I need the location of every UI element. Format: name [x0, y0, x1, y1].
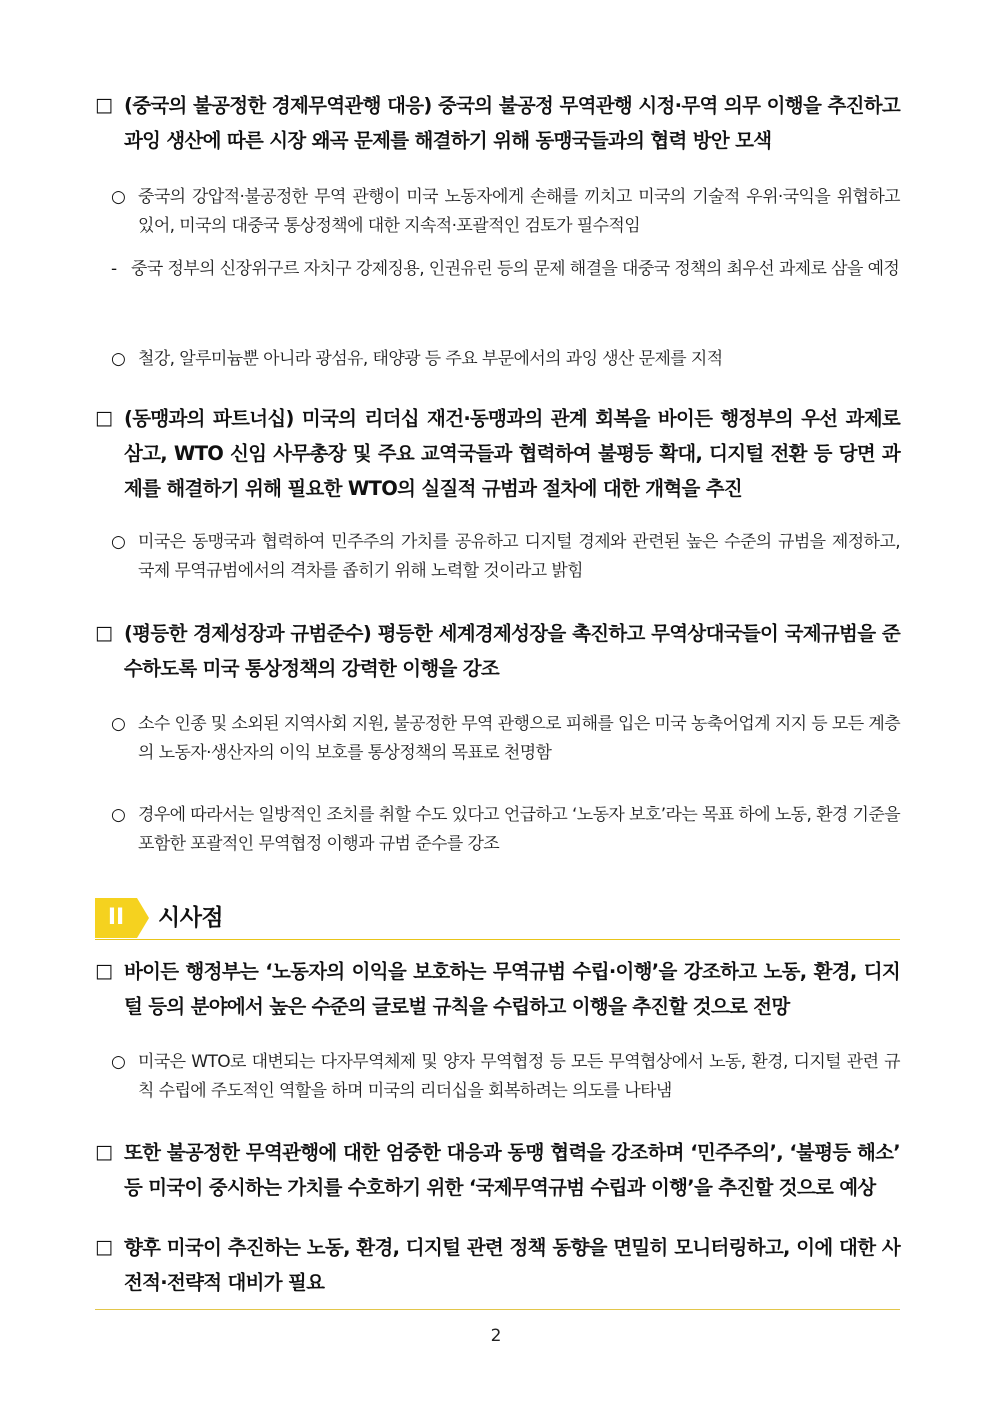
paragraph-text: (평등한 경제성장과 규범준수) 평등한 세계경제성장을 촉진하고 무역상대국들이 국제규범을 준수하도록 미국 통상정책의 강력한 이행을 강조 [124, 622, 900, 680]
paragraph-china-unfair-trade [95, 88, 900, 158]
paragraph-text: (중국의 불공정한 경제무역관행 대응) 중국의 불공정 무역관행 시정·무역 의무 이행을 추진하고 과잉 생산에 따른 시장 왜곡 문제를 해결하기 위해 동맹국들과의 협력 방안 모색 [124, 94, 900, 152]
paragraph-implication-labor [95, 954, 900, 1024]
section-header [95, 896, 900, 940]
badge-arrow [137, 898, 149, 938]
circle-bullet: ○ [111, 349, 126, 369]
dash-bullet: - [111, 259, 118, 279]
paragraph-text: 또한 불공정한 무역관행에 대한 엄중한 대응과 동맹 협력을 강조하며 ‘민주주의’, ‘불평등 해소’ 등 미국이 중시하는 가치를 수호하기 위한 ‘국제무역규범 수립과 이행’을 추진할 것으로 예상 [124, 1141, 900, 1199]
paragraph-implication-monitoring [95, 1230, 900, 1300]
sub-point [111, 710, 900, 768]
circle-bullet: ○ [111, 714, 126, 734]
paragraph-implication-values [95, 1135, 900, 1205]
section-title: 시사점 [158, 905, 224, 931]
square-bullet: □ [95, 1141, 113, 1163]
paragraph-equal-growth [95, 616, 900, 686]
square-bullet: □ [95, 960, 113, 982]
sub-point-text: 경우에 따라서는 일방적인 조치를 취할 수도 있다고 언급하고 ‘노동자 보호’라는 목표 하에 노동, 환경 기준을 포함한 포괄적인 무역협정 이행과 규범 준수를 강조 [138, 805, 901, 854]
sub-point-text: 철강, 알루미늄뿐 아니라 광섬유, 태양광 등 주요 부문에서의 과잉 생산 문제를 지적 [138, 349, 723, 369]
dash-point [111, 255, 900, 284]
sub-point [111, 801, 900, 859]
sub-point-text: 미국은 WTO로 대변되는 다자무역체제 및 양자 무역협정 등 모든 무역협상에서 노동, 환경, 디지털 관련 규칙 수립에 주도적인 역할을 하며 미국의 리더십을 회복하려는 의도를 나타냄 [138, 1052, 900, 1101]
sub-point [111, 528, 900, 586]
sub-point-text: 소수 인종 및 소외된 지역사회 지원, 불공정한 무역 관행으로 피해를 입은 미국 농축어업계 지지 등 모든 계층의 노동자·생산자의 이익 보호를 통상정책의 목표로 천명함 [138, 714, 901, 763]
circle-bullet: ○ [111, 187, 126, 207]
square-bullet: □ [95, 407, 113, 429]
square-bullet: □ [95, 622, 113, 644]
paragraph-text: 향후 미국이 추진하는 노동, 환경, 디지털 관련 정책 동향을 면밀히 모니터링하고, 이에 대한 사전적·전략적 대비가 필요 [124, 1236, 900, 1294]
circle-bullet: ○ [111, 532, 126, 552]
paragraph-text: (동맹과의 파트너십) 미국의 리더십 재건·동맹과의 관계 회복을 바이든 행정부의 우선 과제로 삼고, WTO 신임 사무총장 및 주요 교역국들과 협력하여 불평등 확대, 디지털 전환 등 당면 과제를 해결하기 위해 필요한 WTO의 실질적 규범과 절차에 대한 개혁을 추진 [124, 407, 900, 500]
paragraph-alliance-partnership [95, 401, 900, 506]
square-bullet: □ [95, 94, 113, 116]
sub-point [111, 1048, 900, 1106]
footer-divider [95, 1309, 900, 1310]
circle-bullet: ○ [111, 805, 126, 825]
sub-point-text: 중국의 강압적·불공정한 무역 관행이 미국 노동자에게 손해를 끼치고 미국의 기술적 우위·국익을 위협하고 있어, 미국의 대중국 통상정책에 대한 지속적·포괄적인 검토가 필수적임 [138, 187, 900, 236]
dash-point-text: 중국 정부의 신장위구르 자치구 강제징용, 인권유린 등의 문제 해결을 대중국 정책의 최우선 과제로 삼을 예정 [131, 259, 900, 279]
section-divider [95, 939, 900, 940]
paragraph-text: 바이든 행정부는 ‘노동자의 이익을 보호하는 무역규범 수립·이행’을 강조하고 노동, 환경, 디지털 등의 분야에서 높은 수준의 글로벌 규칙을 수립하고 이행을 추진할 것으로 전망 [124, 960, 900, 1018]
circle-bullet: ○ [111, 1052, 126, 1072]
sub-point [111, 345, 900, 374]
page-number: 2 [490, 1326, 502, 1346]
sub-point-text: 미국은 동맹국과 협력하여 민주주의 가치를 공유하고 디지털 경제와 관련된 높은 수준의 규범을 제정하고, 국제 무역규범에서의 격차를 좁히기 위해 노력할 것이라고 밝힘 [138, 532, 900, 581]
sub-point [111, 183, 900, 241]
section-number-badge: II [95, 898, 137, 938]
square-bullet: □ [95, 1236, 113, 1258]
